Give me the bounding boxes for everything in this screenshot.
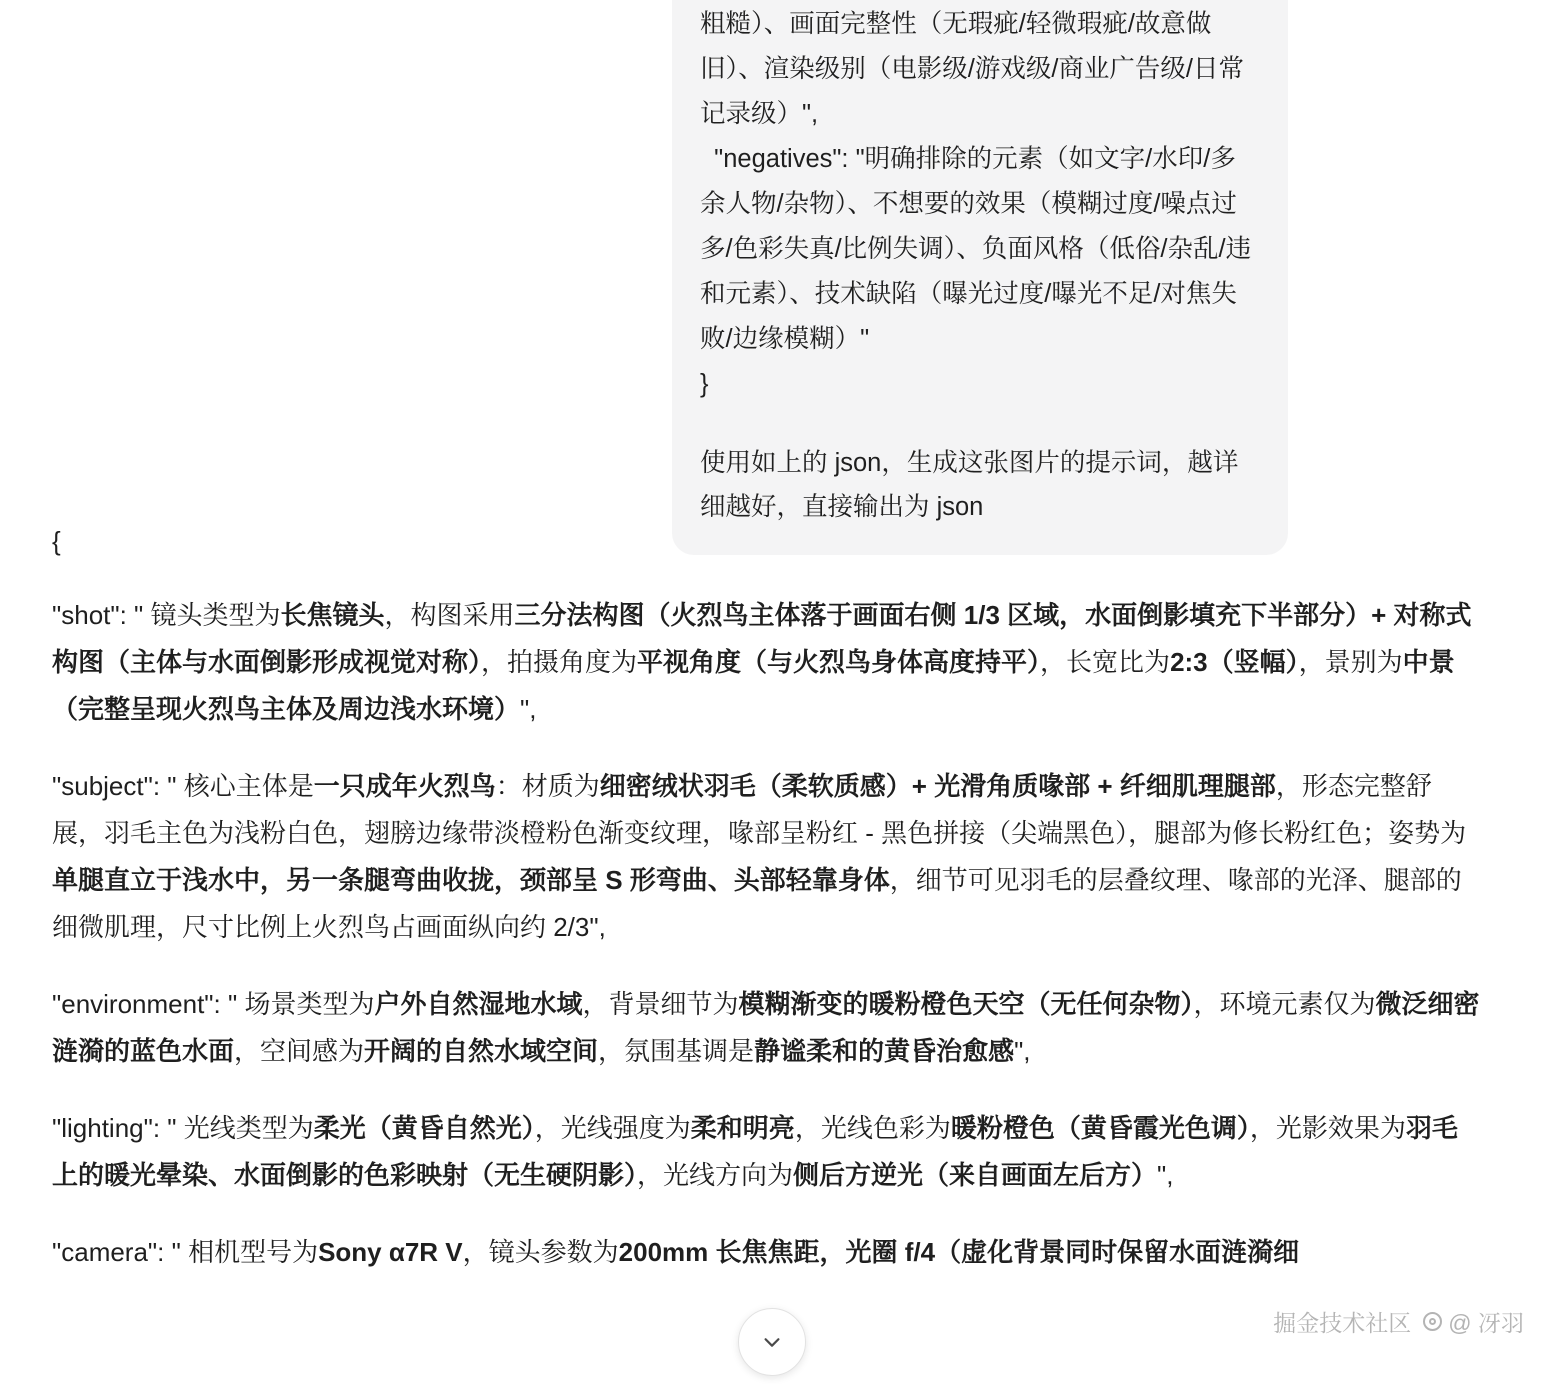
answer-entry-segment: 2:3（竖幅） [1170, 647, 1299, 677]
assistant-answer [52, 520, 1482, 1306]
answer-entry-key: "lighting": " [52, 1113, 177, 1143]
answer-entry-segment: 场景类型为 [237, 989, 375, 1019]
answer-entry-segment: 柔光（黄昏自然光） [313, 1113, 535, 1143]
prompt-closing-brace: } [700, 370, 709, 398]
answer-entry [52, 592, 1482, 733]
answer-entry-segment: ，氛围基调是 [598, 1036, 755, 1066]
answer-entry-segment: 三分法构图（火烈鸟主体落于画面右侧 1/3 区域，水面倒影填充下半部分）+ 对称式构图（主体与水面倒影形成视觉对称） [52, 600, 1472, 677]
answer-entry [52, 1105, 1482, 1199]
prompt-question: 使用如上的 json，生成这张图片的提示词，越详细越好，直接输出为 json [700, 449, 1239, 521]
answer-entry-segment: ，环境元素仅为 [1193, 989, 1376, 1019]
answer-entry-key: "camera": " [52, 1237, 181, 1267]
watermark [1273, 1305, 1524, 1338]
answer-entry-segment: ", [520, 694, 537, 724]
answer-entry-segment: 一只成年火烈鸟 [313, 771, 496, 801]
answer-entry-segment: 核心主体是 [176, 771, 314, 801]
watermark-author: @ 冴羽 [1448, 1310, 1524, 1336]
answer-entry-segment: 开阔的自然水域空间 [364, 1036, 599, 1066]
answer-entry-segment: 镜头类型为 [143, 600, 281, 630]
answer-entry-key: "shot": " [52, 600, 144, 630]
answer-entry-segment: ，光影效果为 [1249, 1113, 1406, 1143]
answer-entry-segment: 平视角度（与火烈鸟身体高度持平） [637, 647, 1041, 677]
prompt-code-line-2: "negatives": "明确排除的元素（如文字/水印/多余人物/杂物）、不想要的效果（模糊过度/噪点过多/色彩失真/比例失调）、负面风格（低俗/杂乱/违和元素）、技术缺陷（曝光过度/曝光不足/对焦失败/边缘模糊）" [700, 145, 1252, 353]
answer-entry-segment: 柔和明亮 [690, 1113, 795, 1143]
answer-entry-segment: ，长宽比为 [1040, 647, 1171, 677]
answer-entry [52, 763, 1482, 951]
answer-entry-segment: 静谧柔和的黄昏治愈感 [754, 1036, 1015, 1066]
answer-entry-segment: 户外自然湿地水域 [374, 989, 583, 1019]
answer-entry-segment: ，构图采用 [384, 600, 515, 630]
answer-entry-segment: 中景（完整呈现火烈鸟主体及周边浅水环境） [52, 647, 1455, 724]
answer-entry-segment: 暖粉橙色（黄昏霞光色调） [950, 1113, 1250, 1143]
watermark-site: 掘金技术社区 [1273, 1310, 1412, 1336]
watermark-author-group [1423, 1305, 1524, 1338]
answer-entry-segment: ，背景细节为 [582, 989, 739, 1019]
answer-entry-segment: 光线类型为 [176, 1113, 314, 1143]
answer-entry-key: "environment": " [52, 989, 238, 1019]
answer-entry [52, 1229, 1482, 1276]
answer-entry-segment: ，光线强度为 [534, 1113, 691, 1143]
answer-entry-list [52, 592, 1482, 1276]
answer-entry-segment: 相机型号为 [180, 1237, 319, 1267]
user-prompt-bubble [672, 0, 1288, 555]
answer-entry-segment: 单腿直立于浅水中，另一条腿弯曲收拢，颈部呈 S 形弯曲、头部轻靠身体 [52, 865, 890, 895]
answer-entry-segment: ，光线色彩为 [794, 1113, 951, 1143]
answer-entry-segment: ：材质为 [495, 771, 600, 801]
answer-open-brace: { [52, 526, 61, 556]
answer-entry-segment: ，光线方向为 [637, 1160, 794, 1190]
user-circle-icon [1423, 1312, 1442, 1331]
answer-entry-segment: 长焦镜头 [280, 600, 385, 630]
answer-entry-segment: ", [1014, 1036, 1031, 1066]
chevron-down-icon [761, 1331, 783, 1353]
answer-entry-segment: ，景别为 [1298, 647, 1403, 677]
answer-entry-segment: 侧后方逆光（来自画面左后方） [793, 1160, 1158, 1190]
answer-entry-segment: 200mm 长焦焦距，光圈 f/4（虚化背景同时保留水面涟漪细 [618, 1237, 1300, 1267]
answer-entry-segment: 细密绒状羽毛（柔软质感）+ 光滑角质喙部 + 纤细肌理腿部 [599, 771, 1276, 801]
answer-entry-segment: 羽毛上的暖光晕染、水面倒影的色彩映射（无生硬阴影） [52, 1113, 1458, 1190]
answer-entry [52, 981, 1482, 1075]
answer-entry-segment: ，镜头参数为 [462, 1237, 619, 1267]
answer-entry-segment: ，空间感为 [234, 1036, 365, 1066]
answer-entry-segment: ，细节可见羽毛的层叠纹理、喙部的光泽、腿部的细微肌理，尺寸比例上火烈鸟占画面纵向约 2/3", [52, 865, 1462, 942]
answer-entry-segment: ", [1157, 1160, 1174, 1190]
answer-entry-key: "subject": " [52, 771, 177, 801]
answer-entry-segment: 模糊渐变的暖粉橙色天空（无任何杂物） [738, 989, 1194, 1019]
answer-entry-segment: ，拍摄角度为 [481, 647, 638, 677]
answer-entry-segment: ，形态完整舒展，羽毛主色为浅粉白色，翅膀边缘带淡橙粉色渐变纹理，喙部呈粉红 - 黑色拼接（尖端黑色），腿部为修长粉红色；姿势为 [52, 771, 1467, 848]
scroll-to-bottom-button[interactable] [738, 1308, 806, 1376]
answer-entry-segment: Sony α7R V [318, 1237, 463, 1267]
prompt-code-line-1: 粗糙）、画面完整性（无瑕疵/轻微瑕疵/故意做旧）、渲染级别（电影级/游戏级/商业广告级/日常记录级）", [700, 10, 1245, 128]
answer-entry-segment: 微泛细密涟漪的蓝色水面 [52, 989, 1480, 1066]
